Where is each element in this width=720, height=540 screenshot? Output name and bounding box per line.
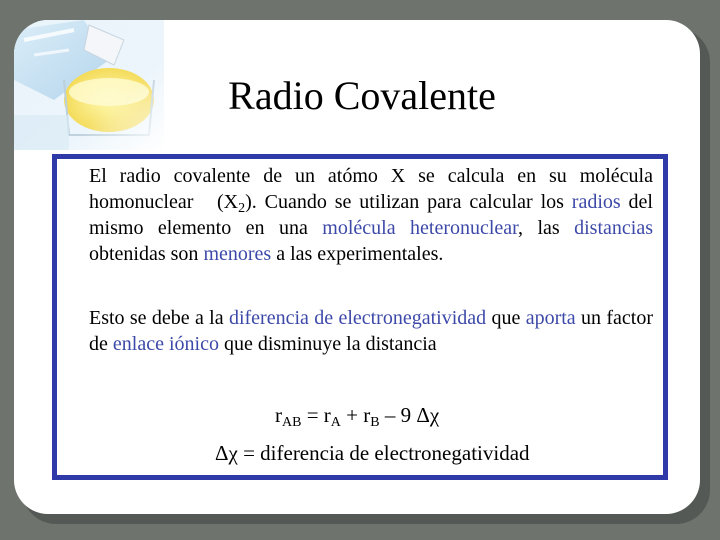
formula-radio-covalente	[275, 403, 439, 428]
highlight-radios: radios	[571, 191, 621, 213]
text-run: a las experimentales.	[271, 243, 444, 265]
text-run: Esto se debe a la	[89, 307, 229, 329]
formula-part: = r	[301, 403, 331, 427]
text-run: del mismo elemento en una	[89, 191, 653, 239]
highlight-molecula-heteronuclear: molécula heteronuclear	[322, 217, 519, 239]
paragraph-electronegatividad	[89, 305, 653, 357]
formula-part: + r	[340, 403, 371, 427]
formula-part: r	[275, 403, 282, 427]
text-run: ). Cuando se utilizan para calcular los	[245, 191, 572, 213]
content-box	[52, 154, 668, 480]
highlight-enlace-ionico: enlace iónico	[112, 333, 219, 355]
formula-part: – 9 Δχ	[379, 403, 440, 427]
subscript: A	[330, 415, 341, 430]
slide	[14, 20, 700, 514]
subscript: 2	[238, 201, 246, 216]
highlight-distancias: distancias	[574, 217, 653, 239]
text-run: obtenidas son	[89, 243, 204, 265]
formula-definition: Δχ = diferencia de electronegatividad	[215, 441, 530, 465]
slide-title: Radio Covalente	[228, 73, 496, 118]
subscript: B	[370, 415, 380, 430]
highlight-diferencia-electronegatividad: diferencia de electronegatividad	[228, 307, 487, 329]
highlight-menores: menores	[203, 243, 272, 265]
text-run: un factor de	[89, 307, 653, 355]
text-run: que disminuye la distancia	[218, 333, 437, 355]
text-run: que	[486, 307, 526, 329]
highlight-aporta: aporta	[525, 307, 576, 329]
text-run: El radio covalente de un atómo X se calcula en su molécula homonuclear (X	[89, 165, 653, 213]
text-run: , las	[518, 217, 575, 239]
paragraph-radio-covalente	[89, 163, 653, 267]
subscript: AB	[282, 415, 302, 430]
